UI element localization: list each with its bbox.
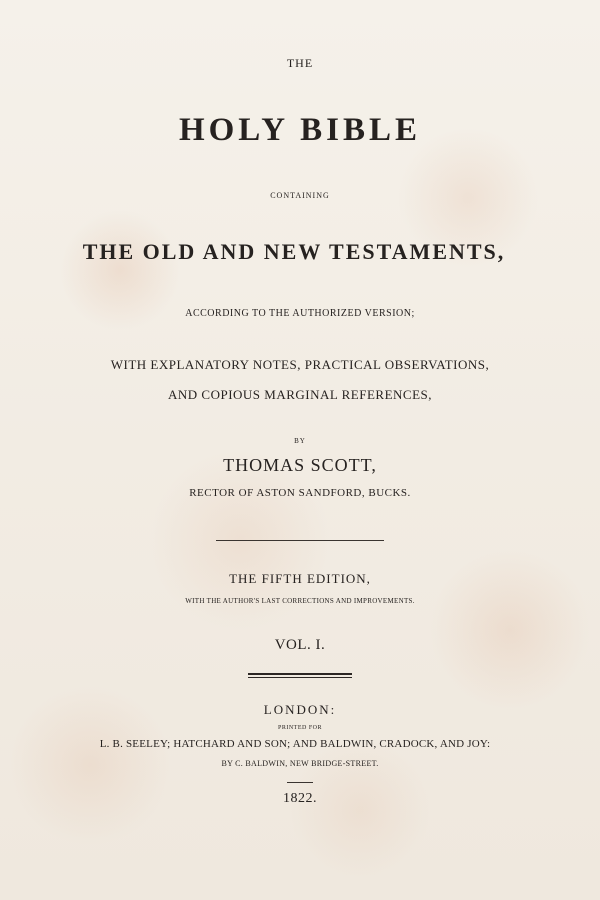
divider-rule — [216, 540, 384, 541]
year-label: 1822. — [283, 791, 317, 806]
testaments-heading: THE OLD AND NEW TESTAMENTS, — [82, 239, 506, 264]
edition-subtitle: WITH THE AUTHOR'S LAST CORRECTIONS AND IMPROVEMENTS. — [185, 597, 415, 605]
printed-for-label: PRINTED FOR — [277, 725, 322, 731]
notes-line-2: AND COPIOUS MARGINAL REFERENCES, — [168, 387, 432, 402]
author-name: THOMAS SCOTT, — [223, 455, 377, 475]
version-line: ACCORDING TO THE AUTHORIZED VERSION; — [185, 308, 415, 319]
the-label: THE — [286, 56, 314, 70]
short-rule — [287, 782, 313, 783]
edition-heading: THE FIFTH EDITION, — [229, 571, 371, 586]
author-title: RECTOR OF ASTON SANDFORD, BUCKS. — [189, 487, 411, 499]
holy-bible-heading: HOLY BIBLE — [178, 112, 422, 148]
printer-line: BY C. BALDWIN, NEW BRIDGE-STREET. — [221, 759, 379, 768]
volume-label: VOL. I. — [274, 637, 326, 653]
publishers-line: L. B. SEELEY; HATCHARD AND SON; AND BALDWIN, CRADOCK, AND JOY: — [99, 738, 491, 750]
containing-label: CONTAINING — [270, 191, 330, 200]
notes-line-1: WITH EXPLANATORY NOTES, PRACTICAL OBSERVATIONS, — [110, 357, 490, 372]
city-label: LONDON: — [263, 702, 337, 717]
double-rule — [248, 673, 352, 678]
by-label: BY — [294, 437, 306, 445]
